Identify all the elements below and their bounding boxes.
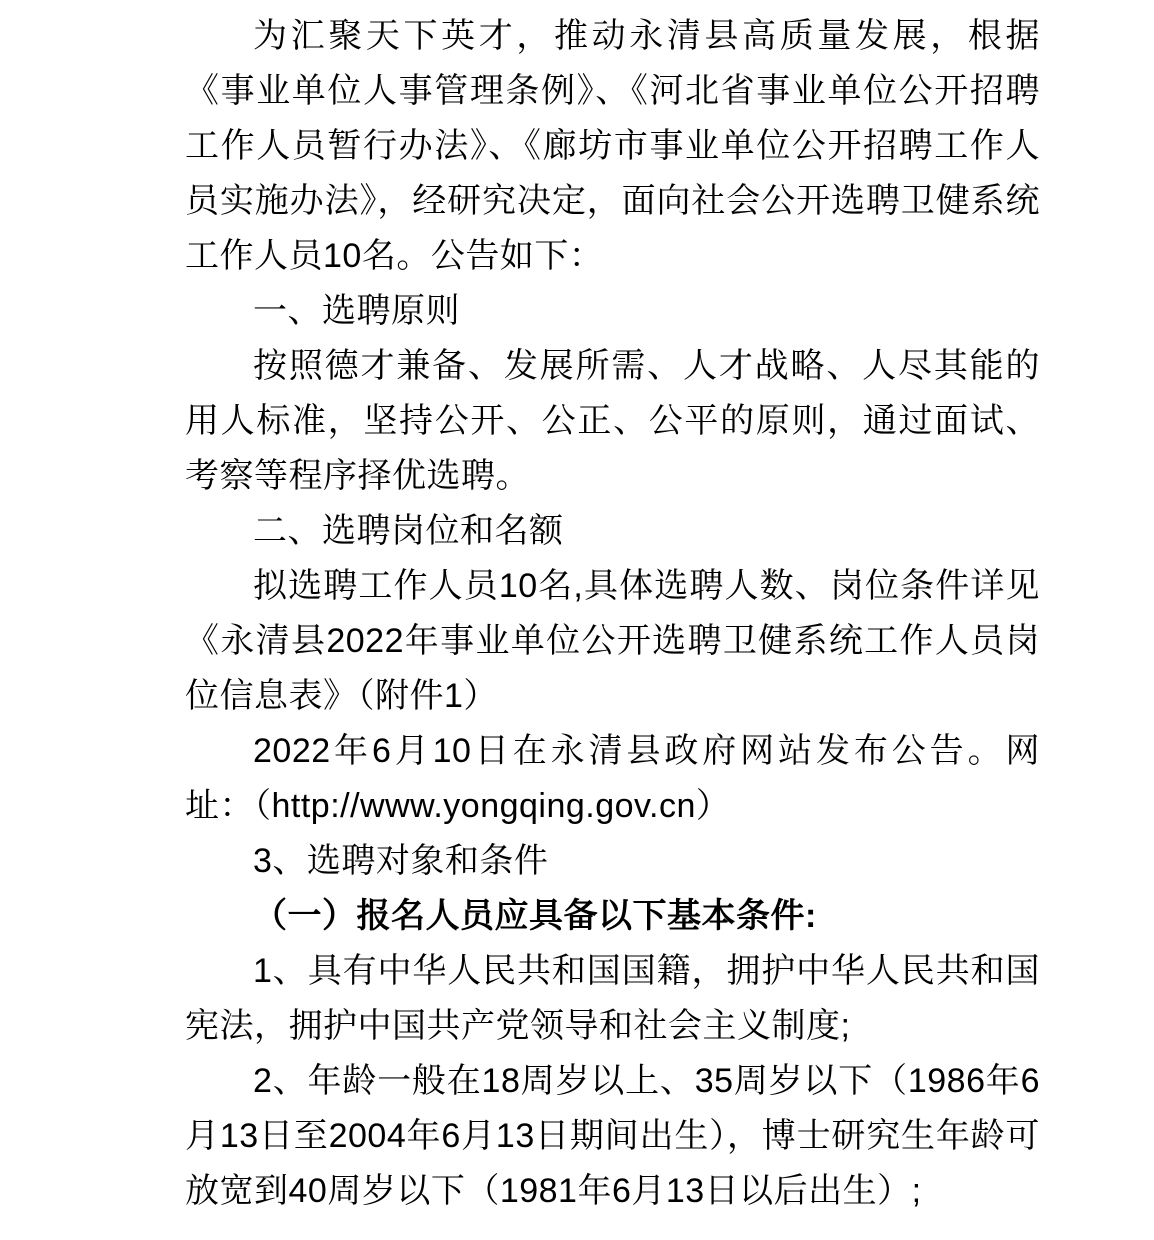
- paragraph-condition-1: 1、具有中华人民共和国国籍，拥护中华人民共和国宪法，拥护中国共产党领导和社会主义制度;: [185, 952, 1040, 1045]
- paragraph-section-2-heading: 二、选聘岗位和名额: [253, 512, 564, 550]
- paragraph-announcement-publish: 2022年6月10日在永清县政府网站发布公告。网址：（http://www.yongqing.gov.cn）: [185, 732, 1040, 825]
- paragraph-section-2-body: 拟选聘工作人员10名,具体选聘人数、岗位条件详见《永清县2022年事业单位公开选聘卫健系统工作人员岗位信息表》（附件1）: [185, 567, 1040, 715]
- paragraph-intro: 为汇聚天下英才，推动永清县高质量发展，根据《事业单位人事管理条例》、《河北省事业单位公开招聘工作人员暂行办法》、《廊坊市事业单位公开招聘工作人员实施办法》，经研究决定，面向社会公开选聘卫健系统工作人员10名。公告如下：: [185, 17, 1040, 275]
- paragraph-section-1-heading: 一、选聘原则: [253, 292, 460, 330]
- paragraph-section-3-heading: 3、选聘对象和条件: [253, 842, 549, 880]
- document-body: [185, 9, 1040, 1219]
- paragraph-section-3-sub1-heading: （一）报名人员应具备以下基本条件:: [253, 897, 817, 935]
- paragraph-condition-2: 2、年龄一般在18周岁以上、35周岁以下（1986年6月13日至2004年6月13日期间出生），博士研究生年龄可放宽到40周岁以下（1981年6月13日以后出生）;: [185, 1062, 1040, 1210]
- paragraph-section-1-body: 按照德才兼备、发展所需、人才战略、人尽其能的用人标准，坚持公开、公正、公平的原则，通过面试、考察等程序择优选聘。: [185, 347, 1040, 495]
